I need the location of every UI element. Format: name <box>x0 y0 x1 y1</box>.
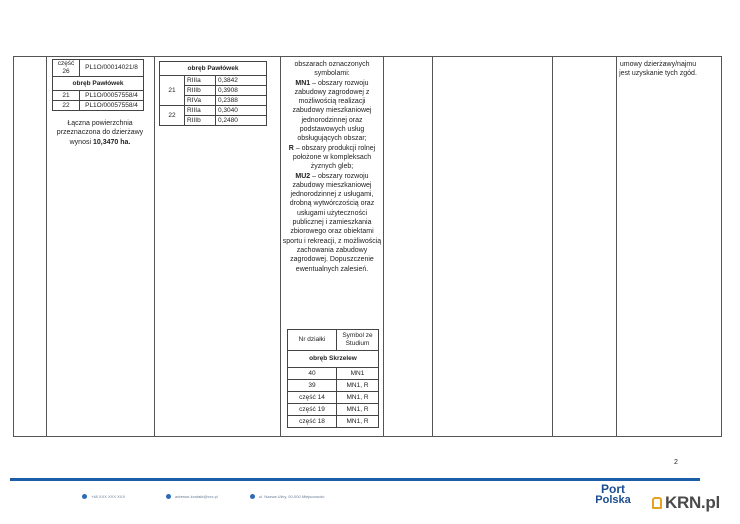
area-value: 0,3040 <box>216 106 267 116</box>
register-number: PL1O/00057558/4 <box>80 91 144 101</box>
page-number: 2 <box>674 459 678 466</box>
location-icon <box>250 494 255 499</box>
area-value: 0,2480 <box>216 116 267 126</box>
section-header: obręb Pawłówek <box>160 62 267 76</box>
column-header: Symbol ze Studium <box>337 330 379 351</box>
table-row <box>288 368 379 380</box>
column-divider <box>616 57 617 436</box>
table-row <box>160 106 267 116</box>
consent-note: umowy dzierżawy/najmu jest uzyskanie tych zgód. <box>619 61 697 78</box>
column-divider <box>552 57 553 436</box>
lease-table <box>13 56 722 437</box>
area-value: 0,3842 <box>216 76 267 86</box>
section-header: obręb Pawłówek <box>53 77 144 91</box>
table-row <box>53 77 144 91</box>
table-row <box>288 330 379 351</box>
table-row <box>288 416 379 428</box>
column-divider <box>154 57 155 436</box>
soil-class-table <box>159 61 267 126</box>
plot-number: 22 <box>53 101 80 111</box>
footer-email: adresse-kontakt@xxx.pl <box>166 494 218 499</box>
land-register-table <box>52 59 144 111</box>
port-polska-logo: Port Polska <box>595 482 631 506</box>
section-header: obręb Skrzelew <box>288 351 379 368</box>
study-symbol: MN1, R <box>337 392 379 404</box>
table-row <box>53 60 144 77</box>
symbol-mu2: MU2 – obszary rozwoju zabudowy mieszkaniowej jednorodzinnej z usługami, drobną wytwórczością oraz usługami użyteczności publicznej i zamieszkania zbiorowego oraz obiektami sportu i rekreacji, z możliwością zachowania zabudowy zagrodowej. Dopuszczenie ewentualnych zalesień. <box>282 172 382 273</box>
table-row <box>288 404 379 416</box>
column-divider <box>46 57 47 436</box>
footer-divider <box>10 478 700 481</box>
register-number: PL1O/00014021/8 <box>80 60 144 77</box>
footer-address: ul. Nazwa Ulicy, 00-000 Miejscowość <box>250 494 325 499</box>
total-area-note: Łączna powierzchnia przeznaczona do dzierżawy wynosi 10,3470 ha. <box>56 120 144 146</box>
column-divider <box>432 57 433 436</box>
plot-number: część 19 <box>288 404 337 416</box>
study-symbol: MN1 <box>337 368 379 380</box>
house-icon <box>652 497 662 509</box>
soil-class: RIIIb <box>185 116 216 126</box>
plot-number: część 26 <box>53 60 80 77</box>
table-row <box>53 101 144 111</box>
table-row <box>53 91 144 101</box>
study-symbol: MN1, R <box>337 416 379 428</box>
plot-number: 22 <box>160 106 185 126</box>
plot-number: 21 <box>53 91 80 101</box>
plot-number: 39 <box>288 380 337 392</box>
phone-icon <box>82 494 87 499</box>
plot-number: 40 <box>288 368 337 380</box>
study-symbol-table <box>287 329 379 428</box>
footer-phone: +48 XXX XXX XXX <box>82 494 125 499</box>
column-divider <box>383 57 384 436</box>
soil-class: RIVa <box>185 96 216 106</box>
zoning-description: obszarach oznaczonych symbolami: MN1 – obszary rozwoju zabudowy zagrodowej z możliwością realizacji zabudowy mieszkaniowej jednorodzinnej oraz podstawowych usług obsługujących obszar; R – obszary produkcji rolnej położone w kompleksach żyznych gleb; MU2 – obszary rozwoju zabudowy mieszkaniowej jednorodzinnej z usługami, drobną wytwórczością oraz usługami użyteczności publicznej i zamieszkania zbiorowego oraz obiektami sportu i rekreacji, z możliwością zachowania zabudowy zagrodowej. Dopuszczenie ewentualnych zalesień. <box>282 61 382 273</box>
column-header: Nr działki <box>288 330 337 351</box>
soil-class: RIIIb <box>185 86 216 96</box>
total-area-value: 10,3470 ha. <box>92 138 131 146</box>
table-row <box>288 380 379 392</box>
register-number: PL1O/00057558/4 <box>80 101 144 111</box>
table-row <box>160 62 267 76</box>
study-symbol: MN1, R <box>337 380 379 392</box>
table-row <box>288 392 379 404</box>
symbol-mn1: MN1 – obszary rozwoju zabudowy zagrodowej z możliwością realizacji zabudowy mieszkaniowej jednorodzinnej oraz podstawowych usług obsługujących obszar; <box>292 79 372 143</box>
soil-class: RIIIa <box>185 106 216 116</box>
column-divider <box>280 57 281 436</box>
plot-number: część 18 <box>288 416 337 428</box>
plot-number: 21 <box>160 76 185 106</box>
area-value: 0,2388 <box>216 96 267 106</box>
krn-watermark: KRN.pl <box>652 493 720 513</box>
soil-class: RIIIa <box>185 76 216 86</box>
table-row <box>288 351 379 368</box>
area-value: 0,3908 <box>216 86 267 96</box>
table-row <box>160 76 267 86</box>
study-symbol: MN1, R <box>337 404 379 416</box>
symbol-r: R – obszary produkcji rolnej położone w kompleksach żyznych gleb; <box>288 144 376 171</box>
plot-number: część 14 <box>288 392 337 404</box>
email-icon <box>166 494 171 499</box>
